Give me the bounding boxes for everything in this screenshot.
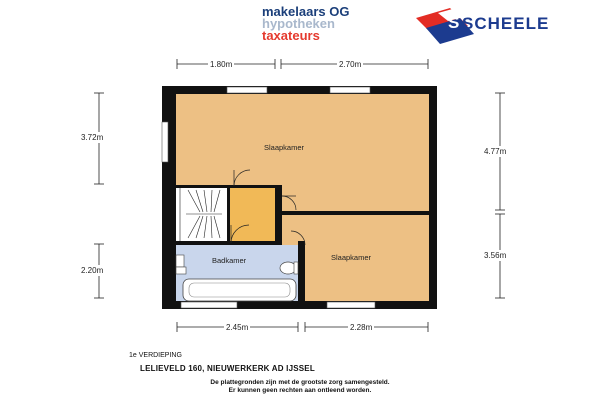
sink — [176, 255, 184, 267]
disclaimer-line-1: De plattegronden zijn met de grootste zorg samengesteld. — [210, 379, 390, 386]
brand-makelaars: makelaars OG — [262, 4, 350, 19]
disclaimer-line-2: Er kunnen geen rechten aan ontleend worden. — [228, 387, 372, 394]
dim-bottom-right: 2.28m — [350, 323, 373, 332]
floor-label: 1e VERDIEPING — [129, 352, 182, 359]
logo-text: SCHEELE — [462, 14, 550, 33]
dim-left-lower: 2.20m — [81, 266, 104, 275]
dim-left-upper: 3.72m — [81, 133, 104, 142]
dimension-bottom — [177, 322, 428, 332]
dim-bottom-left: 2.45m — [226, 323, 249, 332]
dim-top-left: 1.80m — [210, 60, 233, 69]
dimension-right — [495, 93, 505, 298]
bedroom-large-floor — [176, 94, 429, 185]
brand-taxateurs: taxateurs — [262, 28, 320, 43]
bedroom-connector-floor — [282, 185, 429, 211]
radiator — [176, 267, 186, 274]
address: LELIEVELD 160, NIEUWERKERK AD IJSSEL — [140, 364, 315, 373]
logo-s-letter: S — [448, 13, 460, 32]
brand-hypotheken: hypotheken — [262, 16, 335, 31]
dim-top-right: 2.70m — [339, 60, 362, 69]
dim-right-upper: 4.77m — [484, 147, 507, 156]
room-label-bedroom-small: Slaapkamer — [331, 253, 372, 262]
landing-floor — [230, 188, 275, 241]
room-label-bedroom-large: Slaapkamer — [264, 143, 305, 152]
toilet — [280, 262, 296, 274]
room-label-bathroom: Badkamer — [212, 256, 247, 265]
stairwell — [176, 188, 227, 241]
dim-right-lower: 3.56m — [484, 251, 507, 260]
